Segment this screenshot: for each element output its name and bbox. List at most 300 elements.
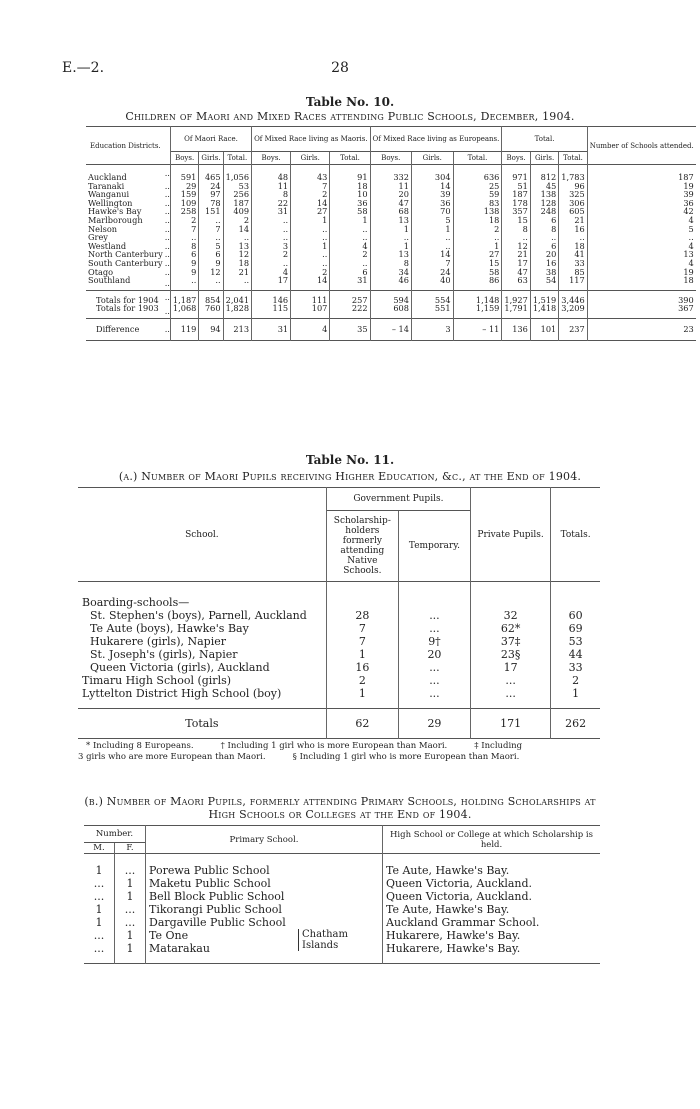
sub-header: Total. [453, 152, 502, 165]
cell-value: 8 [502, 225, 530, 234]
cell-value: 111 [291, 290, 330, 304]
count-m: ... [93, 942, 105, 955]
sub-header: Total. [330, 152, 370, 165]
cell-value: .. [252, 259, 291, 268]
cell-value: 70 [411, 207, 453, 216]
table10 [86, 126, 696, 341]
cell-value: 83 [453, 199, 502, 208]
col-totals: Totals. [551, 488, 600, 582]
cell-value: 7 [291, 182, 330, 191]
row-label: Grey [88, 232, 108, 243]
cell-value: 44 [551, 648, 600, 661]
cell-value: 237 [559, 318, 587, 340]
district-row [86, 268, 696, 277]
cell-value: 13 [370, 250, 411, 259]
primary-school: Bell Block Public School [146, 890, 383, 903]
cell-value: 14 [411, 182, 453, 191]
scholarship-row [84, 890, 600, 903]
cell-value: 6 [170, 250, 198, 259]
cell-value: 128 [530, 199, 558, 208]
cell-value: 19 [587, 182, 696, 191]
cell-value: 20 [398, 648, 470, 661]
cell-value: 109 [170, 199, 198, 208]
school-row [78, 609, 600, 622]
leader-dots: .. [164, 240, 170, 251]
row-label: Hawke's Bay [88, 206, 142, 217]
cell-value: 187 [502, 190, 530, 199]
cell-value: 48 [252, 165, 291, 182]
cell-value: .. [587, 233, 696, 242]
cell-value: 3,209 [559, 304, 587, 318]
cell-value: 33 [551, 661, 600, 674]
cell-value: 5 [199, 242, 223, 251]
cell-value: 21 [223, 268, 251, 277]
cell-value: ... [398, 674, 470, 687]
cell-value: 591 [170, 165, 198, 182]
row-label: North Canterbury [88, 249, 163, 260]
cell-value: 3 [252, 242, 291, 251]
cell-value: 1,791 [502, 304, 530, 318]
cell-value: – 11 [453, 318, 502, 340]
table10-title: Table No. 10. [305, 95, 395, 109]
table11-caption-a: (a.) Number of Maori Pupils receiving Higher Education, &c., at the End of 1904. [118, 470, 582, 483]
cell-value: 136 [502, 318, 530, 340]
scholarship-row [84, 929, 600, 942]
cell-value: 16 [530, 259, 558, 268]
cell-value: 636 [453, 165, 502, 182]
cell-value: 605 [559, 207, 587, 216]
primary-school: Te One Chatham Islands [146, 929, 383, 942]
cell-value: .. [291, 225, 330, 234]
cell-value: 594 [370, 290, 411, 304]
cell-value: 760 [199, 304, 223, 318]
col-school: School. [185, 529, 219, 540]
cell-value: 40 [411, 276, 453, 290]
high-school: Queen Victoria, Auckland. [383, 877, 601, 890]
row-label: Otago [88, 266, 114, 277]
school-name: St. Stephen's (boys), Parnell, Auckland [90, 609, 307, 622]
cell-value: 13 [587, 250, 696, 259]
table11b [84, 825, 600, 964]
cell-value: 12 [223, 250, 251, 259]
cell-value: 1,927 [502, 290, 530, 304]
cell-value: 8 [252, 190, 291, 199]
cell-value: 11 [370, 182, 411, 191]
cell-value: 213 [223, 318, 251, 340]
district-row [86, 276, 696, 290]
count-m: ... [93, 929, 105, 942]
cell-value: 138 [453, 207, 502, 216]
totals-row [78, 709, 600, 739]
scholarship-row [84, 877, 600, 890]
col-group-maori: Of Maori Race. [170, 127, 251, 152]
cell-value: .. [252, 225, 291, 234]
cell-value: 332 [370, 165, 411, 182]
row-label: Southland [88, 275, 131, 286]
count-f: ... [115, 903, 146, 916]
primary-school: Porewa Public School [146, 854, 383, 878]
cell-value: 7 [170, 225, 198, 234]
cell-value: 97 [199, 190, 223, 199]
cell-value: .. [530, 233, 558, 242]
cell-value: .. [411, 242, 453, 251]
cell-value: 16 [326, 661, 398, 674]
cell-value: 171 [470, 709, 550, 739]
cell-value: 38 [530, 268, 558, 277]
cell-value: 1 [453, 242, 502, 251]
leader-dots: .. [164, 266, 170, 277]
count-f: 1 [115, 890, 146, 903]
leader-dots: .. [164, 214, 170, 225]
col-group-mixed-european: Of Mixed Race living as Europeans. [370, 127, 502, 152]
district-row [86, 207, 696, 216]
scholarship-row [84, 854, 600, 878]
cell-value: 1 [411, 225, 453, 234]
district-row [86, 199, 696, 208]
cell-value: 19 [587, 268, 696, 277]
col-number: Number. [95, 829, 134, 839]
cell-value: 7 [326, 635, 398, 648]
cell-value: 17 [252, 276, 291, 290]
cell-value: 257 [330, 290, 370, 304]
cell-value: 27 [453, 250, 502, 259]
cell-value: 107 [291, 304, 330, 318]
leader-dots: .. [164, 323, 170, 334]
cell-value: 4 [330, 242, 370, 251]
cell-value: .. [170, 233, 198, 242]
district-row [86, 250, 696, 259]
cell-value: 24 [411, 268, 453, 277]
primary-school: Maketu Public School [146, 877, 383, 890]
cell-value: 10 [330, 190, 370, 199]
count-m: 1 [95, 916, 103, 929]
cell-value: 21 [502, 250, 530, 259]
cell-value: .. [291, 233, 330, 242]
cell-value: 96 [559, 182, 587, 191]
row-label: Auckland [88, 172, 127, 182]
cell-value: 34 [370, 268, 411, 277]
row-label: Taranaki [88, 180, 125, 191]
cell-value: 53 [551, 635, 600, 648]
col-scholarship: Scholarship-holders formerly attending Native Schools. [326, 511, 398, 582]
cell-value: 20 [530, 250, 558, 259]
leader-dots: .. [164, 189, 170, 200]
cell-value: 2 [291, 190, 330, 199]
row-label: Westland [88, 240, 127, 251]
cell-value: 306 [559, 199, 587, 208]
district-row [86, 190, 696, 199]
cell-value: 2 [551, 674, 600, 687]
cell-value: .. [223, 233, 251, 242]
cell-value: .. [252, 233, 291, 242]
school-row [78, 622, 600, 635]
cell-value: 325 [559, 190, 587, 199]
cell-value: 1 [326, 648, 398, 661]
district-row [86, 259, 696, 268]
cell-value: 14 [291, 276, 330, 290]
group-label: Boarding-schools— [82, 596, 190, 609]
count-m: ... [93, 877, 105, 890]
cell-value: 23 [587, 318, 696, 340]
cell-value: 409 [223, 207, 251, 216]
count-f: 1 [115, 942, 146, 964]
row-label: Totals for 1904 [96, 294, 159, 305]
cell-value: 3 [411, 318, 453, 340]
cell-value: 119 [170, 318, 198, 340]
cell-value: 4 [587, 216, 696, 225]
totals-row [86, 304, 696, 318]
cell-value: 971 [502, 165, 530, 182]
cell-value: 258 [170, 207, 198, 216]
high-school: Hukarere, Hawke's Bay. [383, 929, 601, 942]
cell-value: 46 [370, 276, 411, 290]
leader-dots: .. [164, 180, 170, 191]
cell-value: 58 [453, 268, 502, 277]
leader-dots: .. [164, 232, 170, 243]
cell-value: 27 [291, 207, 330, 216]
cell-value: 86 [453, 276, 502, 290]
cell-value: 91 [330, 165, 370, 182]
cell-value: 4 [252, 268, 291, 277]
table10-caption: Children of Maori and Mixed Races attending Public Schools, December, 1904. [125, 110, 575, 123]
cell-value: 854 [199, 290, 223, 304]
cell-value: 1,148 [453, 290, 502, 304]
cell-value: 1,783 [559, 165, 587, 182]
row-label: Marlborough [88, 214, 143, 225]
cell-value: .. [199, 276, 223, 290]
col-government: Government Pupils. [326, 488, 470, 511]
cell-value: 42 [587, 207, 696, 216]
cell-value: 63 [502, 276, 530, 290]
count-m: 1 [95, 903, 103, 916]
cell-value: ... [470, 687, 550, 709]
cell-value: .. [199, 216, 223, 225]
cell-value: .. [411, 233, 453, 242]
cell-value: 222 [330, 304, 370, 318]
cell-value: 14 [291, 199, 330, 208]
cell-value: .. [223, 276, 251, 290]
cell-value: 36 [587, 199, 696, 208]
cell-value: 146 [252, 290, 291, 304]
cell-value: 18 [587, 276, 696, 290]
high-school: Hukarere, Hawke's Bay. [383, 942, 601, 964]
cell-value: 138 [530, 190, 558, 199]
school-row [78, 661, 600, 674]
cell-value: .. [170, 276, 198, 290]
cell-value: 47 [370, 199, 411, 208]
cell-value: 7 [411, 259, 453, 268]
cell-value: 18 [330, 182, 370, 191]
col-primary-school: Primary School. [146, 826, 383, 854]
cell-value: 9† [398, 635, 470, 648]
sub-header: Girls. [199, 152, 223, 165]
cell-value: .. [453, 233, 502, 242]
cell-value: 21 [559, 216, 587, 225]
cell-value: 14 [223, 225, 251, 234]
school-row [78, 687, 600, 709]
cell-value: 85 [559, 268, 587, 277]
count-f: 1 [115, 877, 146, 890]
cell-value: 53 [223, 182, 251, 191]
sub-header: Girls. [291, 152, 330, 165]
cell-value: ... [470, 674, 550, 687]
cell-value: 4 [291, 318, 330, 340]
cell-value: 178 [502, 199, 530, 208]
footnote-line-1: * Including 8 Europeans. † Including 1 girl who is more European than Maori. ‡ Including [86, 741, 523, 751]
cell-value: 6 [330, 268, 370, 277]
cell-value: 1 [326, 687, 398, 709]
cell-value: 16 [559, 225, 587, 234]
cell-value: 5 [411, 216, 453, 225]
col-group-mixed-maori: Of Mixed Race living as Maoris. [252, 127, 370, 152]
school-name: Hukarere (girls), Napier [90, 635, 227, 648]
cell-value: 1 [551, 687, 600, 709]
cell-value: 6 [530, 242, 558, 251]
count-m: ... [93, 890, 105, 903]
chatham-islands-label: Chatham Islands [298, 929, 382, 951]
cell-value: 4 [587, 242, 696, 251]
school-row [78, 648, 600, 661]
cell-value: 1 [330, 216, 370, 225]
count-f: ... [115, 854, 146, 878]
primary-school: Matarakau [146, 942, 383, 964]
cell-value: 4 [587, 259, 696, 268]
leader-dots: .. [164, 206, 170, 217]
cell-value: 15 [453, 259, 502, 268]
row-label: Totals for 1903 [96, 303, 159, 314]
cell-value: 18 [453, 216, 502, 225]
leader-dots: .. [164, 305, 170, 316]
cell-value: 28 [326, 609, 398, 622]
cell-value: 24 [199, 182, 223, 191]
cell-value: 304 [411, 165, 453, 182]
cell-value: 1,418 [530, 304, 558, 318]
cell-value: 2 [330, 250, 370, 259]
footnote-line-2: 3 girls who are more European than Maori. § Including 1 girl who is more European than Maori. [78, 752, 520, 762]
school-row [78, 635, 600, 648]
school-name: Te Aute (boys), Hawke's Bay [90, 622, 249, 635]
sub-header: Total. [559, 152, 587, 165]
leader-dots: .. [164, 168, 170, 178]
cell-value: 9 [170, 268, 198, 277]
cell-value: 59 [453, 190, 502, 199]
cell-value: 25 [453, 182, 502, 191]
cell-value: 2 [453, 225, 502, 234]
cell-value: 554 [411, 290, 453, 304]
sub-header: Boys. [170, 152, 198, 165]
cell-value: 58 [330, 207, 370, 216]
cell-value: .. [502, 233, 530, 242]
cell-value: 23§ [470, 648, 550, 661]
cell-value: 18 [223, 259, 251, 268]
difference-row [86, 318, 696, 340]
cell-value: 1 [291, 242, 330, 251]
cell-value: 2,041 [223, 290, 251, 304]
cell-value: 11 [252, 182, 291, 191]
cell-value: 54 [530, 276, 558, 290]
cell-value: 1,068 [170, 304, 198, 318]
high-school: Te Aute, Hawke's Bay. [383, 854, 601, 878]
cell-value: 2 [291, 268, 330, 277]
sub-header: Total. [223, 152, 251, 165]
cell-value: 31 [252, 318, 291, 340]
school-name: Lyttelton District High School (boy) [82, 687, 282, 700]
school-name: St. Joseph's (girls), Napier [90, 648, 238, 661]
cell-value: .. [330, 225, 370, 234]
cell-value: 31 [330, 276, 370, 290]
cell-value: 51 [502, 182, 530, 191]
high-school: Te Aute, Hawke's Bay. [383, 903, 601, 916]
cell-value: 101 [530, 318, 558, 340]
scholarship-row [84, 903, 600, 916]
cell-value: 262 [551, 709, 600, 739]
district-row [86, 225, 696, 234]
cell-value: 390 [587, 290, 696, 304]
cell-value: 62 [326, 709, 398, 739]
cell-value: 1,056 [223, 165, 251, 182]
cell-value: .. [330, 259, 370, 268]
count-m: 1 [95, 864, 103, 877]
cell-value: .. [559, 233, 587, 242]
cell-value: 1,519 [530, 290, 558, 304]
cell-value: 13 [223, 242, 251, 251]
leader-dots: .. [164, 249, 170, 260]
cell-value: 9 [170, 259, 198, 268]
col-f: F. [115, 843, 146, 854]
cell-value: 36 [330, 199, 370, 208]
cell-value: 1 [370, 242, 411, 251]
school-name: Totals [185, 717, 219, 730]
table11-caption-b: (b.) Number of Maori Pupils, formerly attending Primary Schools, holding Scholarships at High Schools or Colleges at the End of 1904. [84, 795, 596, 821]
cell-value: 94 [199, 318, 223, 340]
cell-value: 35 [330, 318, 370, 340]
cell-value: 15 [502, 216, 530, 225]
cell-value: 33 [559, 259, 587, 268]
cell-value: 2 [170, 216, 198, 225]
cell-value: .. [291, 259, 330, 268]
cell-value: 7 [199, 225, 223, 234]
cell-value: 608 [370, 304, 411, 318]
cell-value: 115 [252, 304, 291, 318]
cell-value: 187 [587, 165, 696, 182]
cell-value: ... [398, 687, 470, 709]
cell-value: 60 [551, 609, 600, 622]
cell-value: 45 [530, 182, 558, 191]
district-row [86, 242, 696, 251]
cell-value: .. [199, 233, 223, 242]
col-district: Education Districts. [90, 141, 161, 150]
cell-value: ... [398, 609, 470, 622]
row-label: South Canterbury [88, 257, 163, 268]
leader-dots: .. [164, 257, 170, 268]
cell-value: 248 [530, 207, 558, 216]
cell-value: 29 [170, 182, 198, 191]
cell-value: 8 [170, 242, 198, 251]
school-name: Timaru High School (girls) [82, 674, 232, 687]
col-schools: Number of Schools attended. [587, 127, 696, 165]
cell-value: 12 [199, 268, 223, 277]
cell-value: 187 [223, 199, 251, 208]
cell-value: 367 [587, 304, 696, 318]
cell-value: ... [398, 622, 470, 635]
col-group-total: Total. [502, 127, 587, 152]
cell-value: 69 [551, 622, 600, 635]
cell-value: 62* [470, 622, 550, 635]
leader-dots: .. [164, 292, 170, 303]
row-label: Wellington [88, 197, 133, 208]
scholarship-row [84, 916, 600, 929]
cell-value: 36 [411, 199, 453, 208]
